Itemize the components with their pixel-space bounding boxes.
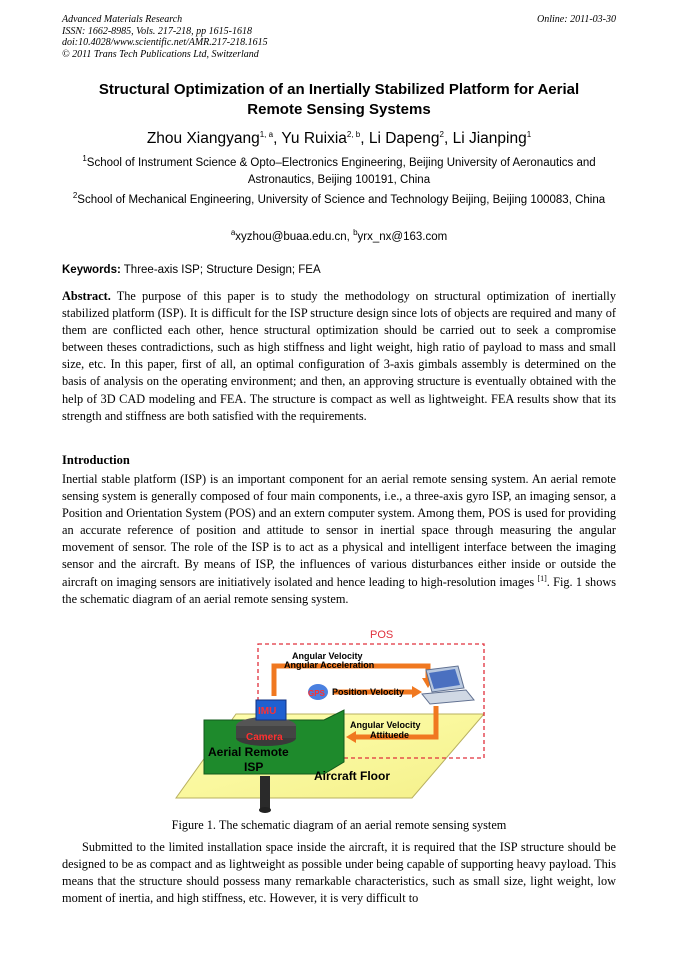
keywords-text: Three-axis ISP; Structure Design; FEA <box>120 264 321 276</box>
figure-caption: Figure 1. The schematic diagram of an aerial remote sensing system <box>171 818 507 832</box>
abstract-text: The purpose of this paper is to study the methodology on structural optimization of inertially stabilized platform (ISP). It is difficult for the ISP structure design since lots of objects are required and many of them are conflicted each other, hence structural optimization should be carried out to seek a compromise between theses contradictions, such as high stiffness and light weight, high ratio of payload to mass and small size, etc. In this paper, first of all, an optimal configuration of 3-axis gimbals assembly is determined on the basis of analysis on the operating environment; and then, an approving structure is eventually obtained with the help of 3D CAD modeling and FEA. The structure is compact as well as lightweight. FEA results show that its strength and stiffness are both satisfied with the requirements. <box>62 289 616 423</box>
intro-paragraph <box>62 471 616 608</box>
pos-label: POS <box>370 629 394 641</box>
email-link[interactable]: xyzhou@buaa.edu.cn, <box>235 231 354 243</box>
affiliation-text: School of Mechanical Engineering, University of Science and Technology Beijing, Beijing 100083, China <box>77 194 606 206</box>
arrow-head <box>412 686 422 698</box>
angular-velocity-label: Angular Velocity <box>292 651 363 661</box>
abstract-label: Abstract. <box>62 289 111 303</box>
isp-label-line-2: ISP <box>244 760 264 774</box>
paper-title <box>62 80 616 120</box>
imu-label: IMU <box>258 706 277 717</box>
citation-link[interactable]: [1] <box>537 573 547 583</box>
affiliation-2 <box>62 192 616 209</box>
author-list: Zhou Xiangyang$^{1, a}$, Yu Ruixia$^{2, b}$, Li Dapeng$^2$, Li Jianping$^1$ <box>146 129 532 147</box>
schematic-figure <box>174 626 504 816</box>
author-affiliation-mark: 2 <box>439 129 444 139</box>
issn-line: ISSN: 1662-8985, Vols. 217-218, pp 1615-1618 <box>62 25 252 37</box>
camera-label: Camera <box>246 732 283 743</box>
email-line <box>62 229 616 246</box>
affiliation-1 <box>62 155 616 189</box>
author-name: Li Jianping <box>452 130 527 147</box>
attitude-label: Attituede <box>370 730 409 740</box>
body-paragraph: Submitted to the limited installation space inside the aircraft, it is required that the ISP structure should be designed to be as compact and as lightweight as possible under being capable of supporting heavy payload. This means that the structure should possess many remarkable characteristics, such as small size, light weight, low moment of inertia, and high stiffness, etc. However, it is very difficult to <box>62 840 616 906</box>
mount-base <box>259 807 271 813</box>
affiliation-mark: 1 <box>82 154 87 164</box>
journal-header <box>62 14 268 60</box>
online-date: Online: 2011-03-30 <box>537 14 616 25</box>
gps-label: GPS <box>308 689 325 698</box>
title-line-1: Structural Optimization of an Inertially Stabilized Platform for Aerial <box>98 81 580 98</box>
isp-label-line-1: Aerial Remote <box>208 745 289 759</box>
angular-velocity-label-2: Angular Velocity <box>350 720 421 730</box>
affiliation-text: School of Instrument Science & Opto–Electronics Engineering, Beijing University of Aeronautics and Astronautics, Beijing 100191, China <box>86 157 596 186</box>
position-velocity-label: Position Velocity <box>332 687 405 697</box>
email-mark: a <box>230 228 236 238</box>
doi-line: doi:10.4028/www.scientific.net/AMR.217-218.1615 <box>62 37 268 48</box>
mount-post <box>260 776 270 810</box>
email-link[interactable]: yrx_nx@163.com <box>357 231 448 243</box>
title-line-2: Remote Sensing Systems <box>247 101 431 118</box>
author-affiliation-mark: 1 <box>526 129 532 139</box>
copyright-line: © 2011 Trans Tech Publications Ltd, Switzerland <box>62 48 259 60</box>
author-name: Yu Ruixia <box>281 130 347 147</box>
affiliation-mark: 2 <box>72 191 78 201</box>
intro-text: . Fig. 1 shows the schematic diagram of an aerial remote sensing system. <box>62 574 617 606</box>
author-name: Zhou Xiangyang <box>146 130 260 147</box>
author-name: Li Dapeng <box>368 130 440 147</box>
keywords-label: Keywords: <box>62 264 121 276</box>
keywords-line <box>62 264 321 276</box>
journal-name: Advanced Materials Research <box>62 14 183 25</box>
email-mark: b <box>353 228 358 238</box>
intro-text: Inertial stable platform (ISP) is an important component for an aerial remote sensing system. An aerial remote sensing system is generally composed of four main components, i.e., a three-axis gyro ISP, an imaging sensor, a Position and Orientation System (POS) and an extern computer system. Among them, POS is used for providing an accurate reference of position and attitude to sensor in inertial space through measuring the angular movement of sensor. The role of the ISP is to act as a physical and intelligent interface between the imaging sensor and the aircraft. By means of ISP, the influences of various disturbances either inside or outside the aircraft on imaging sensors are initiatively isolated and hence leading to high-resolution images <box>62 472 616 589</box>
angular-acceleration-label: Angular Acceleration <box>284 660 375 670</box>
aircraft-floor-label: Aircraft Floor <box>314 769 391 783</box>
section-heading: Introduction <box>62 453 130 467</box>
abstract-paragraph <box>62 288 616 425</box>
laptop-base <box>422 690 474 704</box>
author-affiliation-mark: 1, a <box>259 129 274 139</box>
author-affiliation-mark: 2, b <box>346 129 361 139</box>
